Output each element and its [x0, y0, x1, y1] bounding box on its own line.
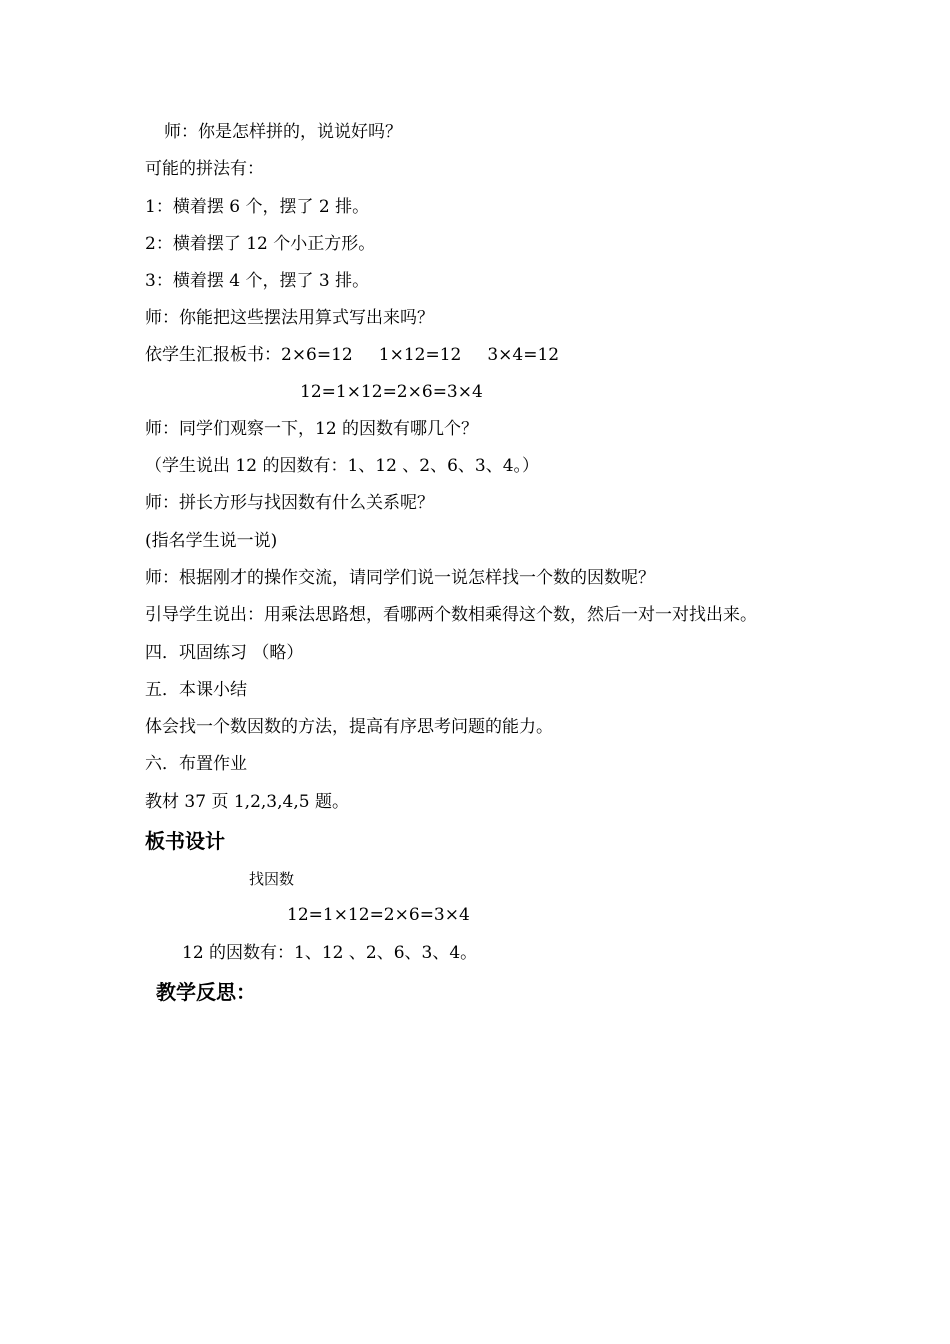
teacher-question-relation: 师：拼长方形与找因数有什么关系呢？ — [145, 493, 434, 513]
teacher-question-method: 师：根据刚才的操作交流，请同学们说一说怎样找一个数的因数呢？ — [145, 568, 655, 588]
guide-students-answer: 引导学生说出：用乘法思路想，看哪两个数相乘得这个数，然后一对一对找出来。 — [145, 605, 757, 625]
method-2: 2：横着摆了 12 个小正方形。 — [145, 234, 376, 254]
student-answer-factors: （学生说出 12 的因数有：1、12 、2、6、3、4。） — [145, 456, 540, 476]
student-report-board-line — [145, 344, 559, 366]
summary-text: 体会找一个数因数的方法，提高有序思考问题的能力。 — [145, 717, 553, 737]
equation-2x6: 2×6=12 — [281, 345, 353, 365]
teacher-question-write-formula: 师：你能把这些摆法用算式写出来吗？ — [145, 308, 434, 328]
section-consolidation-practice: 四．巩固练习 （略） — [145, 643, 304, 663]
combined-equation: 12=1×12=2×6=3×4 — [300, 382, 483, 402]
equation-1x12: 1×12=12 — [378, 345, 462, 365]
call-on-student-note: (指名学生说一说) — [145, 531, 278, 551]
possible-methods-label: 可能的拼法有： — [145, 159, 264, 179]
board-design-heading: 板书设计 — [145, 829, 225, 853]
method-3: 3：横着摆 4 个，摆了 3 排。 — [145, 271, 370, 291]
teaching-reflection-heading: 教学反思： — [156, 980, 256, 1004]
teacher-question-factors: 师：同学们观察一下，12 的因数有哪几个？ — [145, 419, 479, 439]
board-equation: 12=1×12=2×6=3×4 — [287, 905, 470, 925]
method-1: 1：横着摆 6 个，摆了 2 排。 — [145, 197, 370, 217]
section-homework: 六．布置作业 — [145, 754, 247, 774]
section-lesson-summary: 五．本课小结 — [145, 680, 247, 700]
equation-3x4: 3×4=12 — [487, 345, 560, 365]
teacher-question-how-assembled: 师：你是怎样拼的，说说好吗？ — [164, 122, 402, 142]
student-report-label: 依学生汇报板书： — [145, 345, 281, 365]
homework-text: 教材 37 页 1,2,3,4,5 题。 — [145, 792, 349, 812]
board-factors: 12 的因数有：1、12 、2、6、3、4。 — [182, 943, 478, 963]
board-title: 找因数 — [249, 870, 295, 888]
